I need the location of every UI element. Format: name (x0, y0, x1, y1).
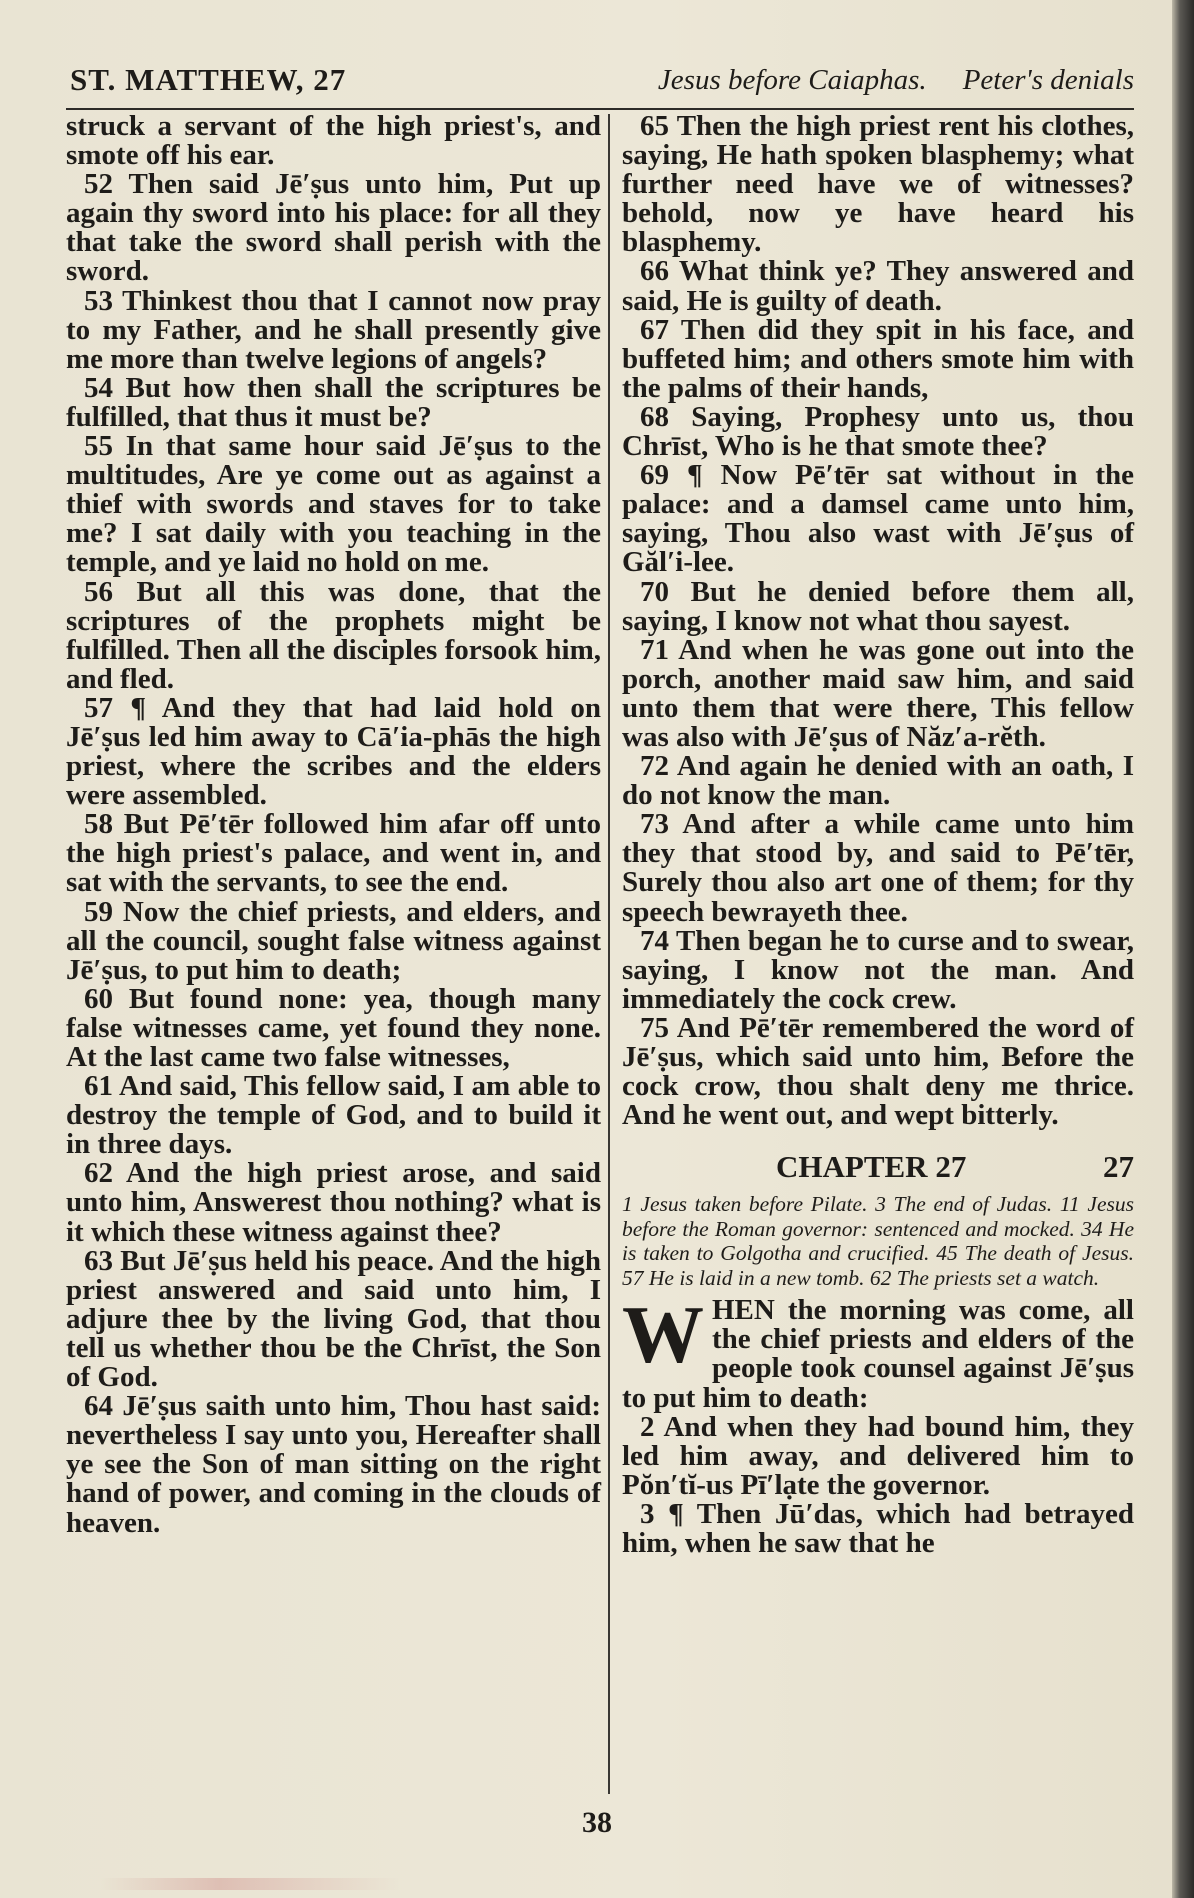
verse-3: 3 ¶ Then Jū′das, which had betrayed him, when he saw that he (622, 1497, 1134, 1560)
topic-caiaphas: Jesus before Caiaphas. (657, 64, 927, 96)
verse-72: 72 And again he denied with an oath, I do not know the man. (622, 750, 1134, 812)
chapter-heading (622, 1149, 1134, 1186)
verse-54: 54 But how then shall the scriptures be fulfilled, that thus it must be? (66, 371, 601, 433)
verse-52: 52 Then said Jē′ṣus unto him, Put up again thy sword into his place: for all they that take the sword shall perish with the sword. (66, 168, 601, 288)
topic-heading (658, 64, 1134, 97)
verse-74: 74 Then began he to curse and to swear, saying, I know not the man. And immediately the cock crew. (622, 924, 1134, 1015)
verse-71: 71 And when he was gone out into the porch, another maid saw him, and said unto them that were there, This fellow was also with Jē′ṣus of Năz′a-rĕth. (622, 633, 1134, 753)
verse-57: 57 ¶ And they that had laid hold on Jē′ṣus led him away to Cā′ia-phās the high priest, where the scribes and the elders were assembled. (66, 691, 601, 812)
verse-1: HEN the morning was come, all the chief priests and elders of the people took counsel against Jē′ṣus to put him to death: (622, 1294, 1134, 1414)
chapter-summary: 1 Jesus taken before Pilate. 3 The end of Judas. 11 Jesus before the Roman governor: sentenced and mocked. 34 He is taken to Golgotha and crucified. 45 The death of Jesus. 57 He is laid in a new tomb. 62 The priests set a watch. (622, 1192, 1134, 1290)
right-column (622, 112, 1134, 1558)
verse-75: 75 And Pē′tēr remembered the word of Jē′ṣus, which said unto him, Before the cock crow, thou shalt deny me thrice. And he went out, and wept bitterly. (622, 1011, 1134, 1132)
verse-73: 73 And after a while came unto him they that stood by, and said to Pē′tēr, Surely thou also art one of them; for thy speech bewrayeth thee. (622, 808, 1134, 928)
drop-cap: W (622, 1289, 704, 1381)
verse-62: 62 And the high priest arose, and said unto him, Answerest thou nothing? what is it which these witness against thee? (66, 1157, 601, 1248)
verse-59: 59 Now the chief priests, and elders, and all the council, sought false witness against Jē′ṣus, to put him to death; (66, 895, 601, 986)
verse-56: 56 But all this was done, that the scriptures of the prophets might be fulfilled. Then all the disciples forsook him, and fled. (66, 575, 601, 695)
column-divider (608, 114, 610, 1794)
page-stain (100, 1878, 400, 1890)
chapter-number: 27 (1103, 1149, 1134, 1185)
left-column (66, 112, 601, 1538)
verse-64: 64 Jē′ṣus saith unto him, Thou hast said: nevertheless I say unto you, Hereafter shall ye see the Son of man sitting on the right hand of power, and coming in the clouds of heaven. (66, 1390, 601, 1539)
verse-55: 55 In that same hour said Jē′ṣus to the multitudes, Are ye come out as against a thief with swords and staves for to take me? I sat daily with you teaching in the temple, and ye laid no hold on me. (66, 430, 601, 579)
book-chapter-heading: ST. MATTHEW, 27 (70, 62, 347, 97)
verse-65: 65 Then the high priest rent his clothes, saying, He hath spoken blasphemy; what further need have we of witnesses? behold, now ye have heard his blasphemy. (622, 110, 1134, 259)
topic-peter-denials: Peter's denials (962, 64, 1134, 96)
verse-2: 2 And when they had bound him, they led him away, and delivered him to Pŏn′tĭ-us Pī′lạte the governor. (622, 1410, 1134, 1501)
verse-69: 69 ¶ Now Pē′tēr sat without in the palace: and a damsel came unto him, saying, Thou also wast with Jē′ṣus of Găl′i-lee. (622, 459, 1134, 579)
verse-61: 61 And said, This fellow said, I am able to destroy the temple of God, and to build it in three days. (66, 1070, 601, 1161)
chapter-title: CHAPTER 27 (776, 1149, 967, 1185)
verse-53: 53 Thinkest thou that I cannot now pray to my Father, and he shall presently give me more than twelve legions of angels? (66, 284, 601, 375)
verse-70: 70 But he denied before them all, saying, I know not what thou sayest. (622, 575, 1134, 637)
verse-58: 58 But Pē′tēr followed him afar off unto the high priest's palace, and went in, and sat with the servants, to see the end. (66, 808, 601, 899)
chapter-opening (622, 1289, 1134, 1414)
verse-60: 60 But found none: yea, though many false witnesses came, yet found they none. At the last came two false witnesses, (66, 982, 601, 1073)
verse-68: 68 Saying, Prophesy unto us, thou Chrīst, Who is he that smote thee? (622, 400, 1134, 463)
verse-51-continued: struck a servant of the high priest's, and smote off his ear. (66, 110, 601, 172)
verse-67: 67 Then did they spit in his face, and buffeted him; and others smote him with the palms of their hands, (622, 313, 1134, 404)
running-header (66, 56, 1134, 100)
page-binding-edge (1172, 0, 1194, 1898)
page-number: 38 (582, 1806, 612, 1839)
verse-63: 63 But Jē′ṣus held his peace. And the high priest answered and said unto him, I adjure thee by the living God, that thou tell us whether thou be the Chrīst, the Son of God. (66, 1244, 601, 1394)
verse-66: 66 What think ye? They answered and said, He is guilty of death. (622, 255, 1134, 317)
